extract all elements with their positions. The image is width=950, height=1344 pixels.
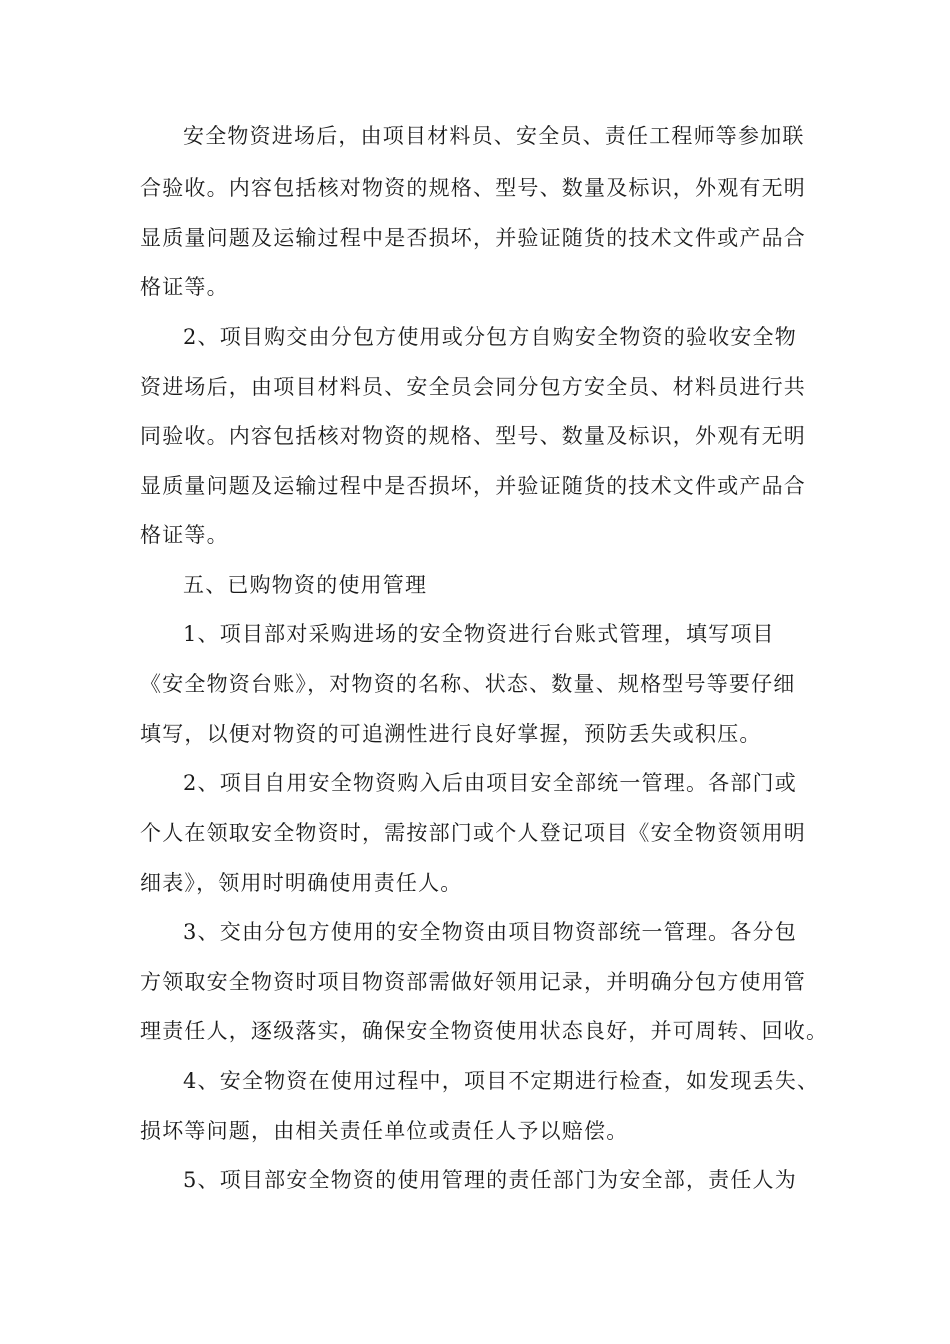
- section-heading: 五、已购物资的使用管理: [183, 573, 428, 597]
- paragraph-line: 3、交由分包方使用的安全物资由项目物资部统一管理。各分包: [183, 920, 797, 944]
- paragraph-line: 《安全物资台账》，对物资的名称、状态、数量、规格型号等要仔细: [140, 672, 796, 696]
- paragraph-line: 资进场后，由项目材料员、安全员会同分包方安全员、材料员进行共: [140, 375, 806, 399]
- paragraph-line: 显质量问题及运输过程中是否损坏，并验证随货的技术文件或产品合: [140, 226, 806, 250]
- paragraph-line: 安全物资进场后，由项目材料员、安全员、责任工程师等参加联: [183, 124, 805, 148]
- paragraph-line: 1、项目部对采购进场的安全物资进行台账式管理，填写项目: [183, 622, 775, 646]
- paragraph-line: 4、安全物资在使用过程中，项目不定期进行检查，如发现丢失、: [183, 1069, 820, 1093]
- paragraph-line: 个人在领取安全物资时，需按部门或个人登记项目《安全物资领用明: [140, 821, 806, 845]
- paragraph-line: 方领取安全物资时项目物资部需做好领用记录，并明确分包方使用管: [140, 970, 806, 994]
- paragraph-line: 显质量问题及运输过程中是否损坏，并验证随货的技术文件或产品合: [140, 474, 806, 498]
- paragraph-line: 同验收。内容包括核对物资的规格、型号、数量及标识，外观有无明: [140, 424, 806, 448]
- paragraph-line: 填写，以便对物资的可追溯性进行良好掌握，预防丢失或积压。: [140, 722, 762, 746]
- paragraph-line: 格证等。: [140, 275, 229, 299]
- paragraph-line: 理责任人，逐级落实，确保安全物资使用状态良好，并可周转、回收。: [140, 1019, 829, 1043]
- paragraph-line: 2、项目购交由分包方使用或分包方自购安全物资的验收安全物: [183, 325, 797, 349]
- paragraph-line: 损坏等问题，由相关责任单位或责任人予以赔偿。: [140, 1119, 629, 1143]
- paragraph-line: 合验收。内容包括核对物资的规格、型号、数量及标识，外观有无明: [140, 176, 806, 200]
- paragraph-line: 5、项目部安全物资的使用管理的责任部门为安全部，责任人为: [183, 1168, 797, 1192]
- paragraph-line: 2、项目自用安全物资购入后由项目安全部统一管理。各部门或: [183, 771, 797, 795]
- paragraph-line: 细表》，领用时明确使用责任人。: [140, 871, 463, 895]
- paragraph-line: 格证等。: [140, 523, 229, 547]
